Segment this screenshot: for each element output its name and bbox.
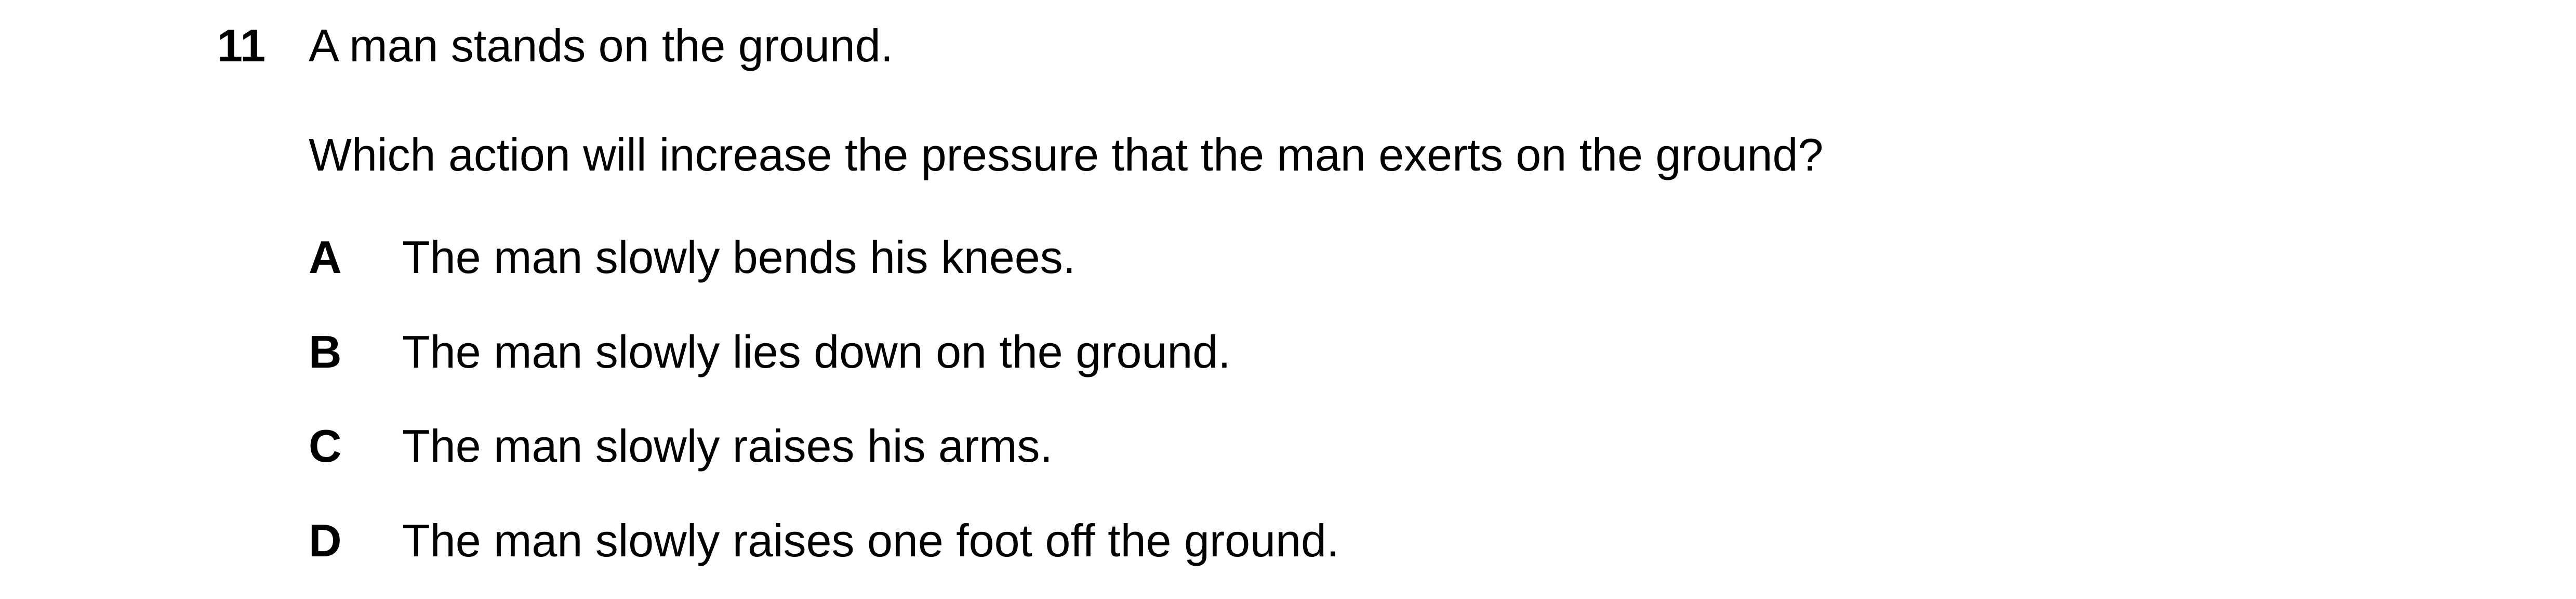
option-text: The man slowly bends his knees. xyxy=(402,231,1076,283)
option-letter: C xyxy=(309,420,342,472)
option-text: The man slowly lies down on the ground. xyxy=(402,326,1231,377)
option-d[interactable] xyxy=(309,510,2283,572)
option-letter: D xyxy=(309,515,342,566)
question-prompt: Which action will increase the pressure that the man exerts on the ground? xyxy=(309,129,1824,180)
question-stem: A man stands on the ground. xyxy=(309,20,894,71)
option-c[interactable] xyxy=(309,415,2283,477)
option-letter: B xyxy=(309,326,342,377)
option-letter: A xyxy=(309,231,342,283)
option-text: The man slowly raises one foot off the ground. xyxy=(402,515,1339,566)
option-a[interactable] xyxy=(309,226,2283,289)
option-b[interactable] xyxy=(309,321,2283,383)
question-number: 11 xyxy=(217,20,266,71)
option-text: The man slowly raises his arms. xyxy=(402,420,1053,472)
